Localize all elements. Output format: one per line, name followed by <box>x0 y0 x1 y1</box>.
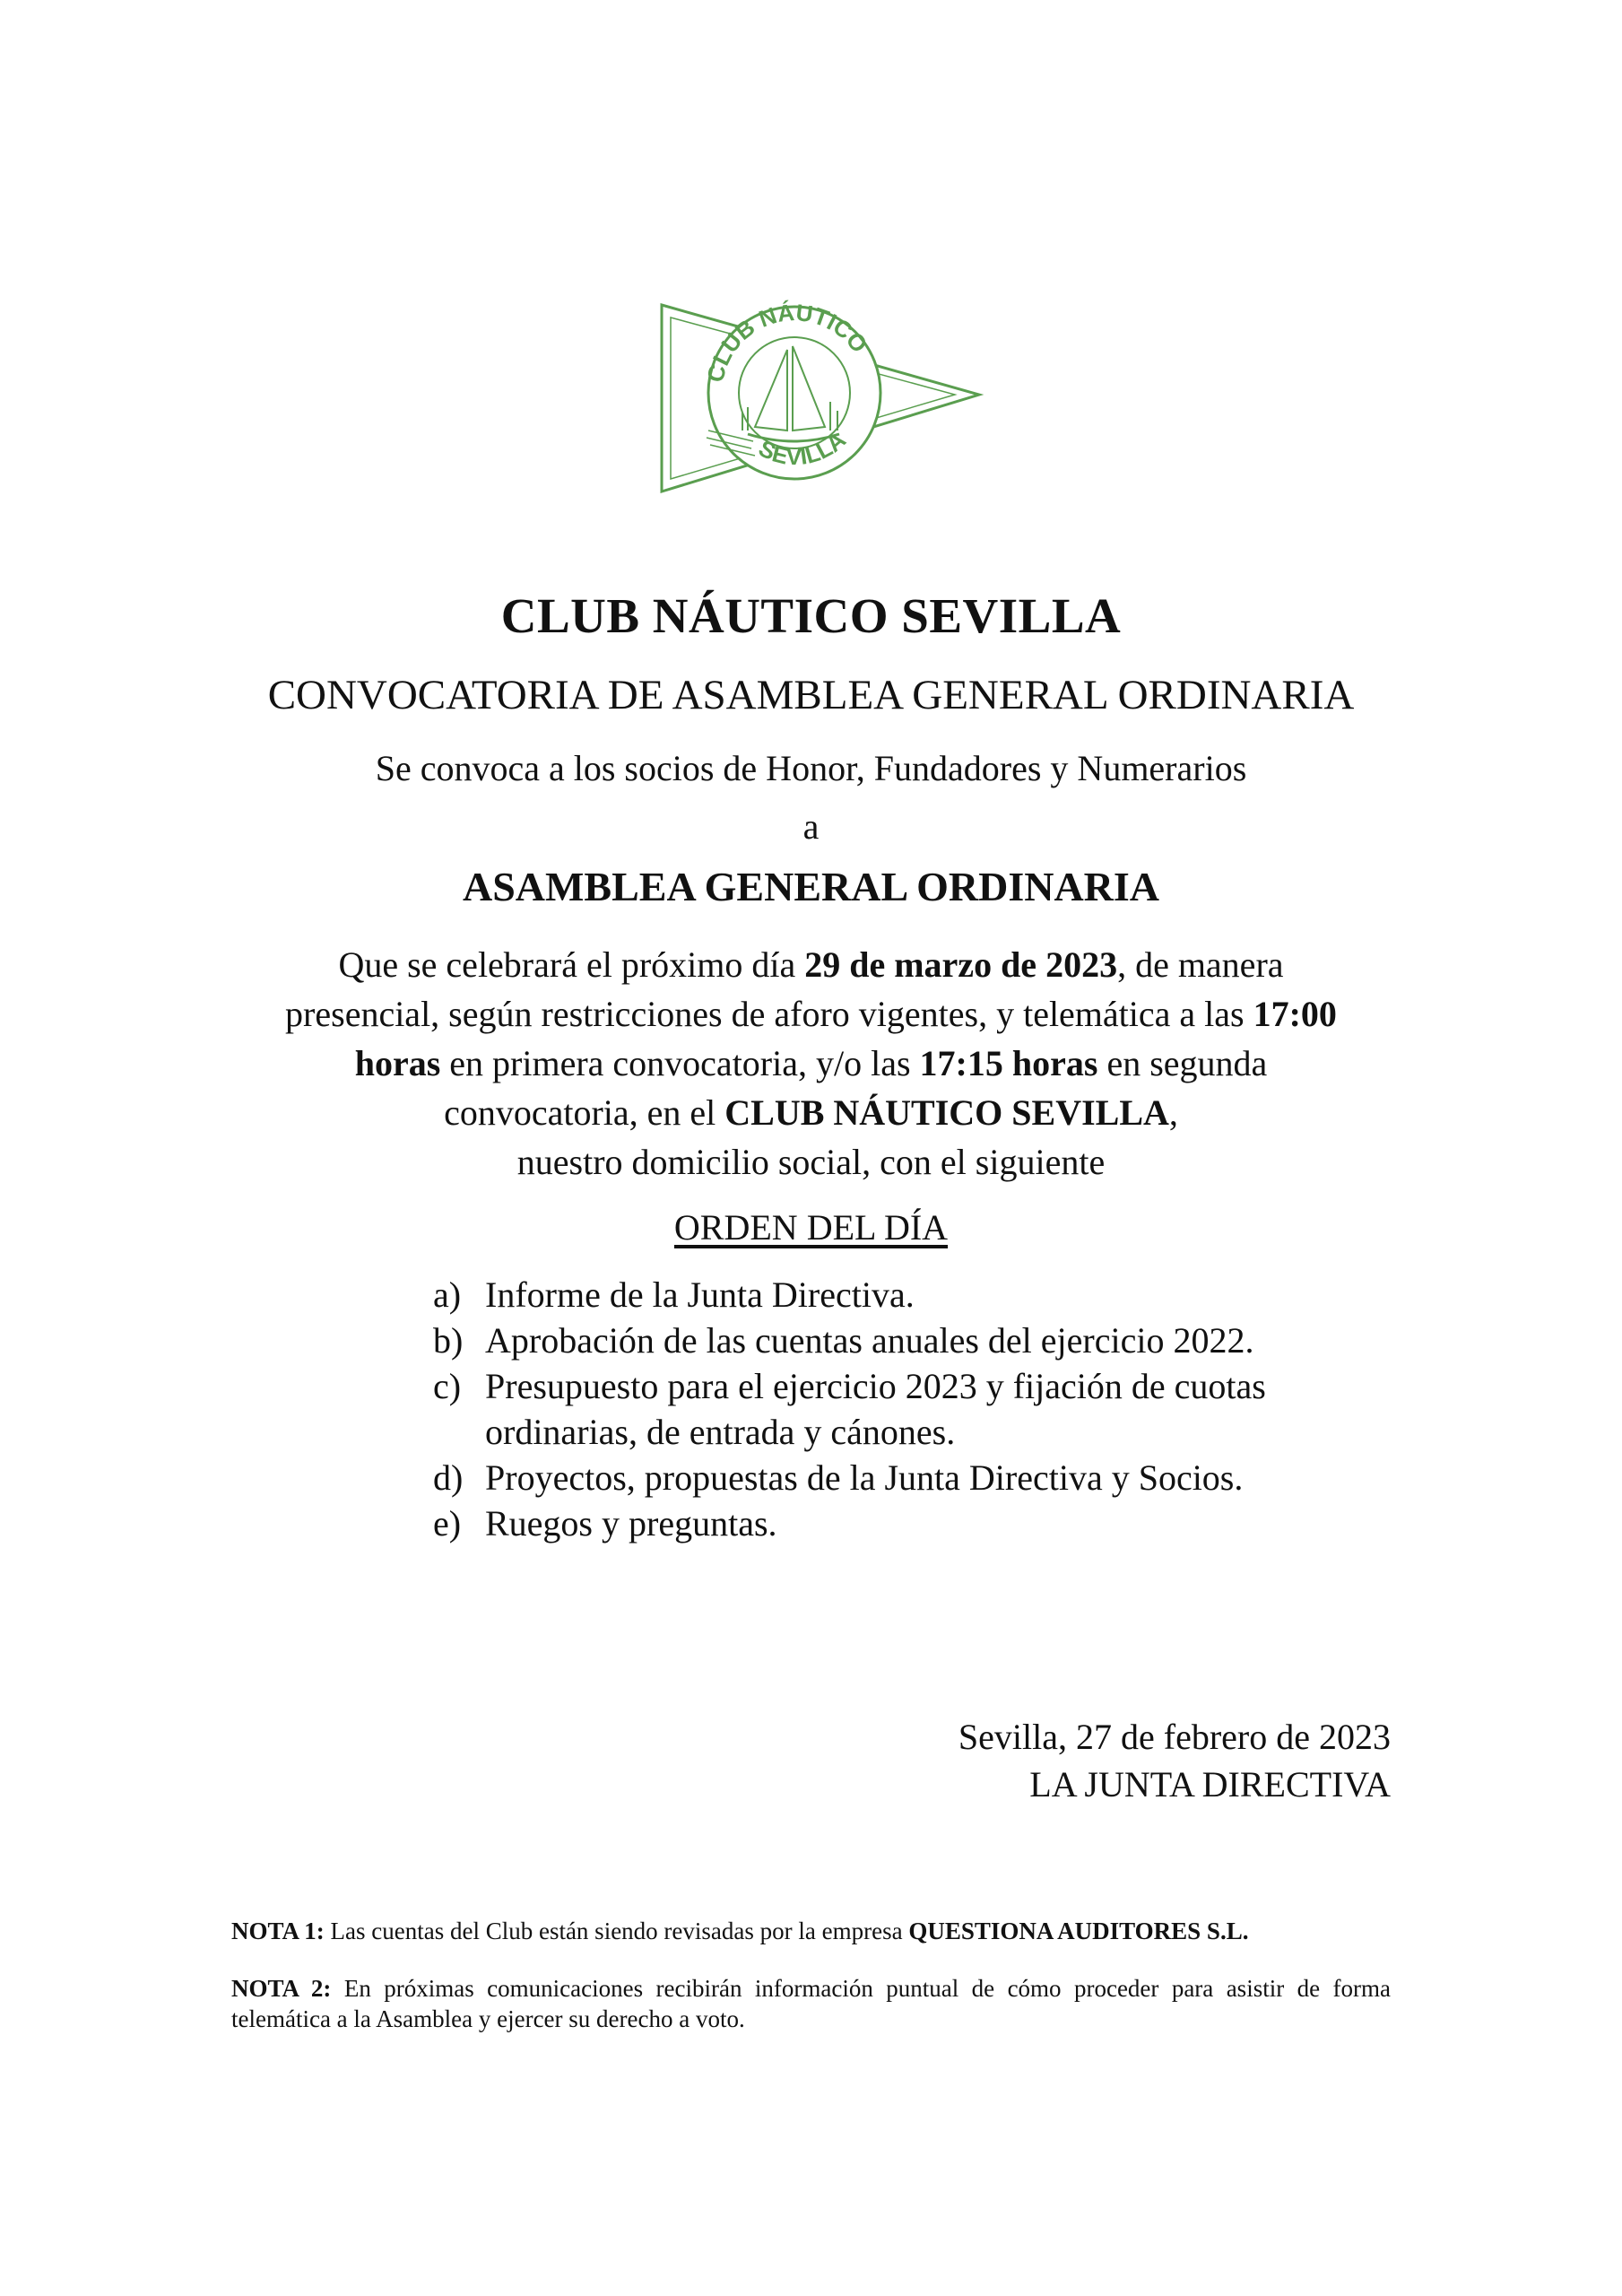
document-subtitle: CONVOCATORIA DE ASAMBLEA GENERAL ORDINARIA <box>267 672 1355 718</box>
club-logo <box>655 296 995 502</box>
first-call-time: 17:00 <box>1253 994 1337 1034</box>
agenda-list <box>433 1272 1419 1546</box>
meeting-details: Que se celebrará el próximo día 29 de marzo de 2023, de manera presencial, según restricciones de aforo vigentes, y telemática a las 17:00 horas en primera convocatoria, y/o las 17:15 horas en segunda convocatoria, en el CLUB NÁUTICO SEVILLA, nuestro domicilio social, con el siguiente <box>285 944 1337 1182</box>
note-2: NOTA 2: En próximas comunicaciones recibirán información puntual de cómo proceder para asistir de forma telemática a la Asamblea y ejercer su derecho a voto. <box>231 1975 1391 2032</box>
logo-top-text: CLUB NÁUTICO <box>701 298 873 386</box>
place-date: Sevilla, 27 de febrero de 2023 <box>958 1717 1391 1757</box>
list-item: d) Proyectos, propuestas de la Junta Directiva y Socios. <box>433 1457 1244 1498</box>
list-item: a) Informe de la Junta Directiva. <box>433 1274 915 1315</box>
signature-block <box>958 1713 1391 1808</box>
signer: LA JUNTA DIRECTIVA <box>1029 1764 1391 1805</box>
logo-bottom-text: SEVILLA <box>754 425 851 471</box>
note-1: NOTA 1: Las cuentas del Club están siendo revisadas por la empresa QUESTIONA AUDITORES S.L. <box>231 1918 1249 1944</box>
second-call-time: 17:15 horas <box>919 1043 1098 1083</box>
invitation-line: Se convoca a los socios de Honor, Fundadores y Numerarios <box>375 748 1247 788</box>
list-item: b) Aprobación de las cuentas anuales del ejercicio 2022. <box>433 1320 1254 1361</box>
venue-name: CLUB NÁUTICO SEVILLA <box>724 1092 1169 1133</box>
list-item: c) Presupuesto para el ejercicio 2023 y fijación de cuotas ordinarias, de entrada y cánones. <box>433 1366 1266 1452</box>
club-title: CLUB NÁUTICO SEVILLA <box>500 588 1122 643</box>
assembly-title: ASAMBLEA GENERAL ORDINARIA <box>462 864 1159 909</box>
list-item: e) Ruegos y preguntas. <box>433 1503 777 1544</box>
meeting-date: 29 de marzo de 2023 <box>804 944 1118 985</box>
connector-line: a <box>802 806 820 847</box>
agenda-title: ORDEN DEL DÍA <box>673 1207 949 1248</box>
